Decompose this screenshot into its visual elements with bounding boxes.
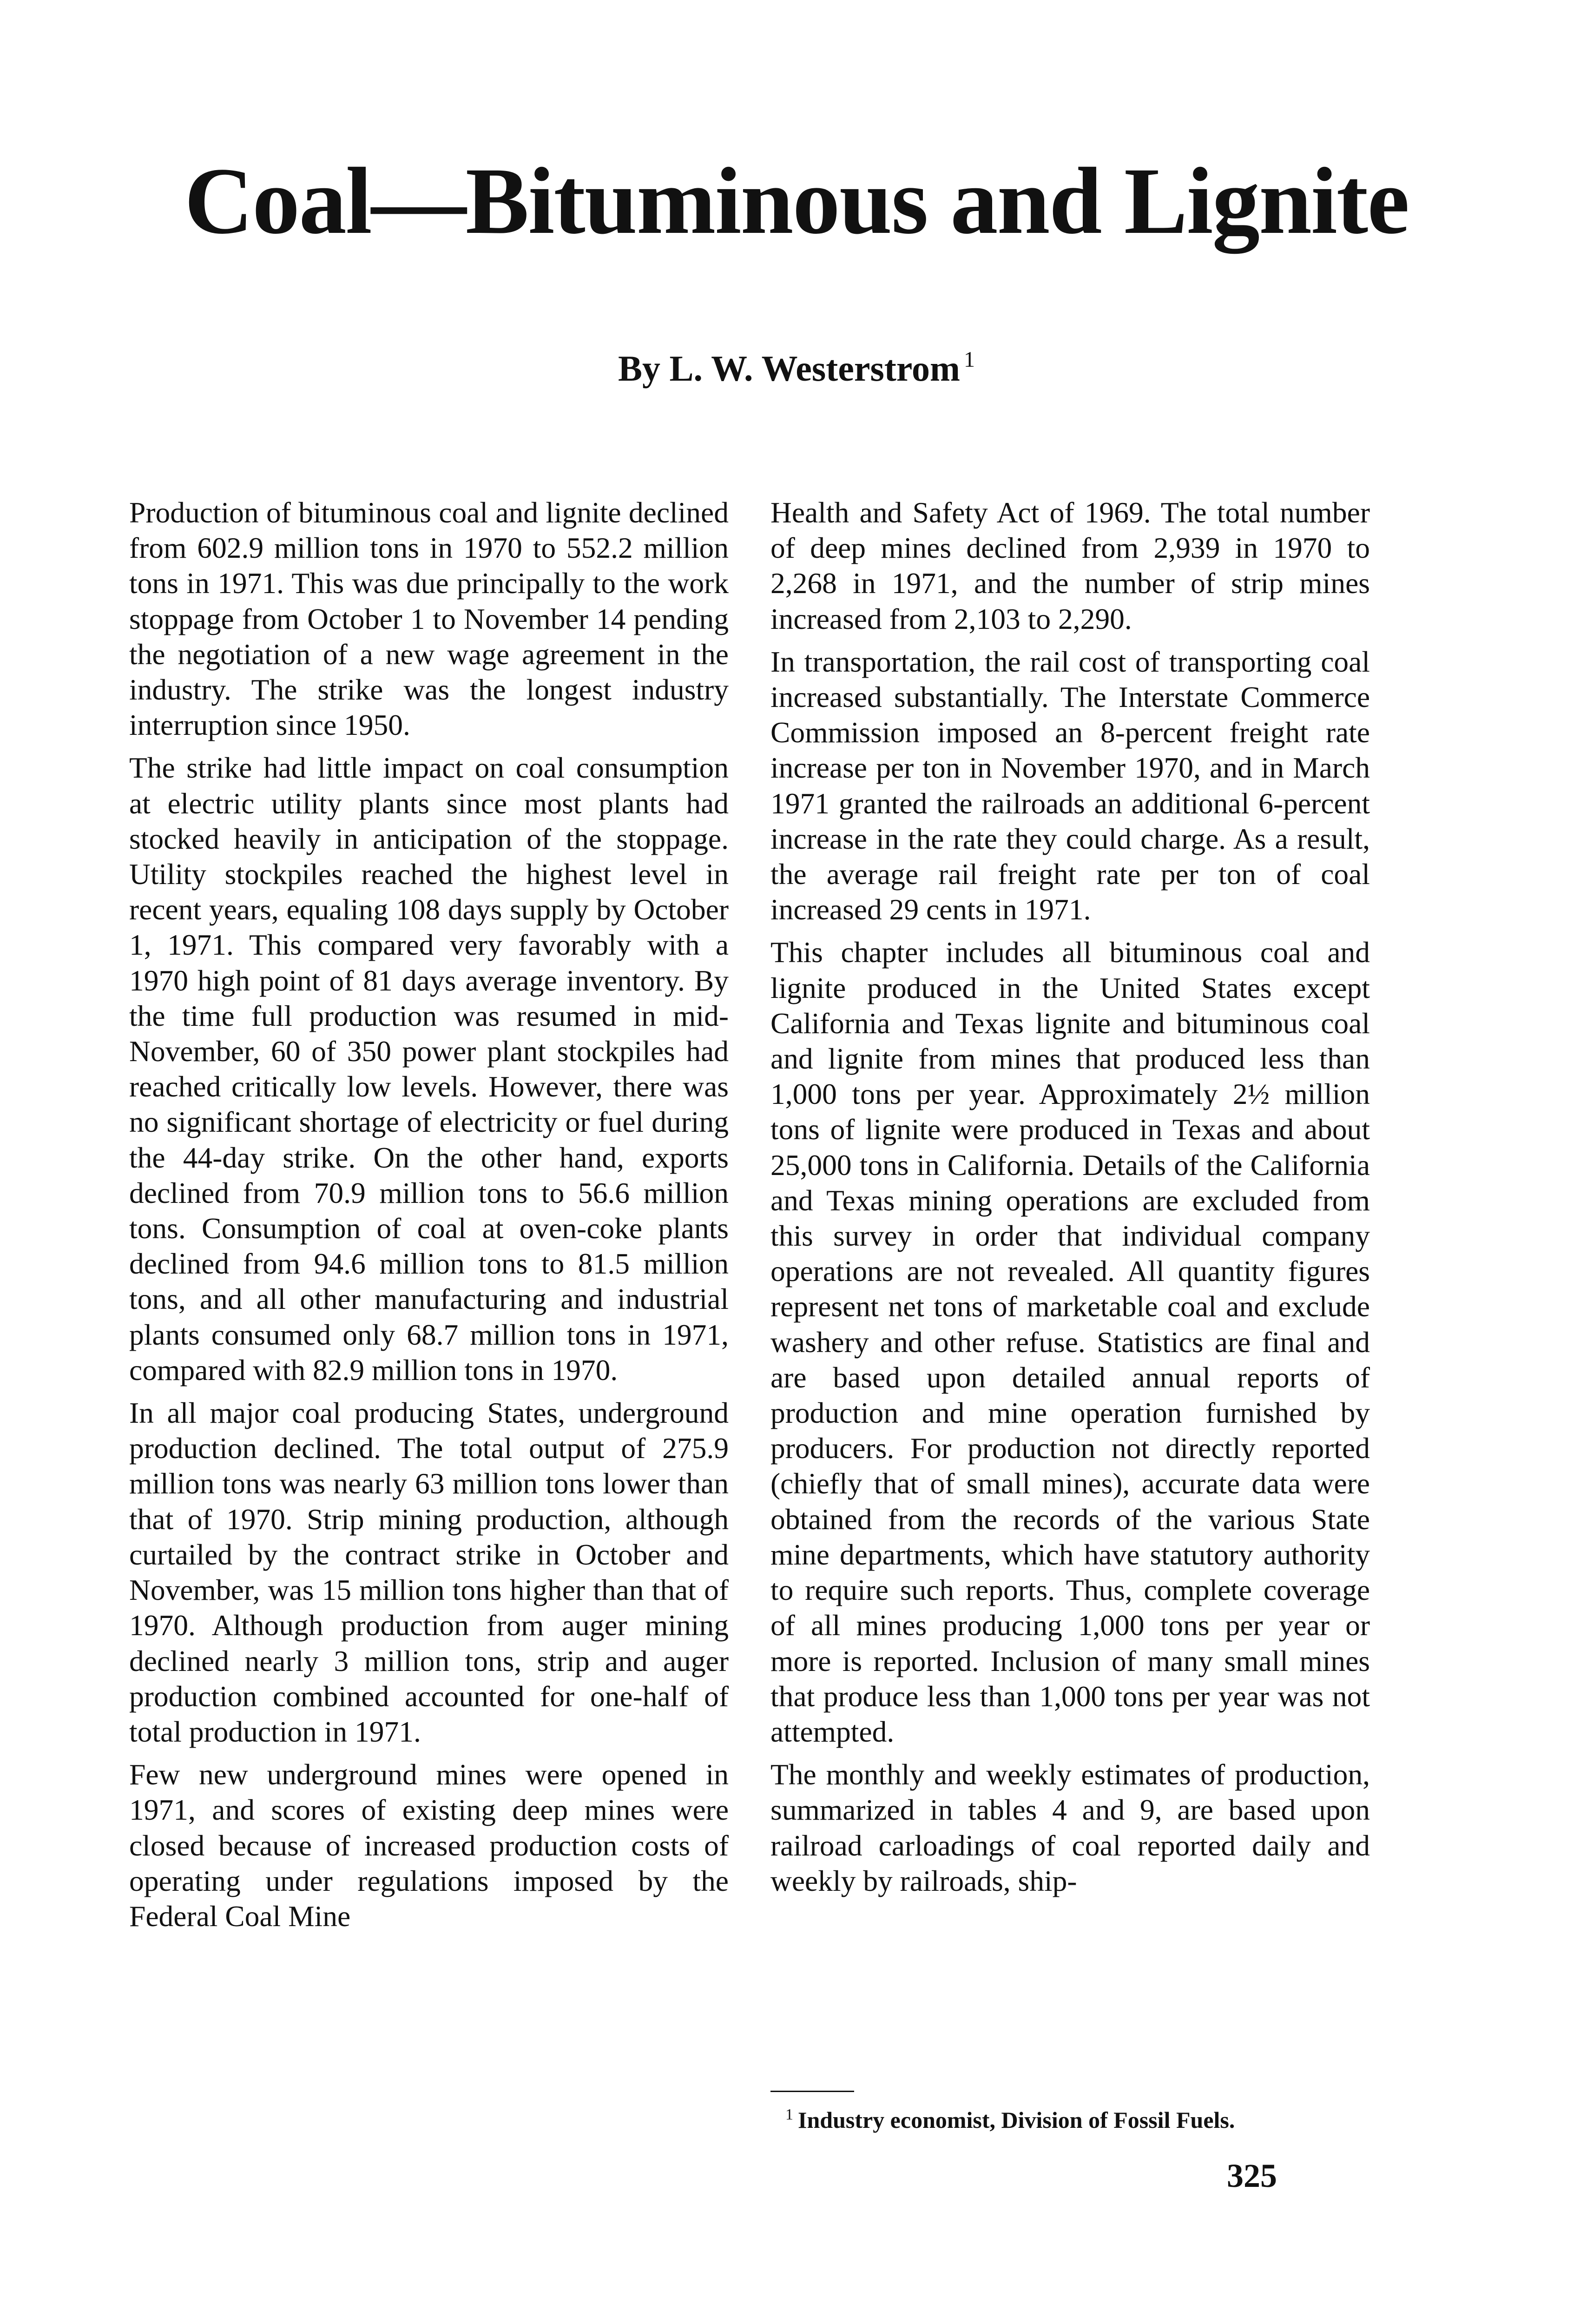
byline-author: By L. W. Westerstrom (618, 348, 960, 389)
byline (0, 349, 1593, 387)
paragraph: The monthly and weekly estimates of production, summarized in tables 4 and 9, are based upon railroad carloadings of coal reported daily and weekly by railroads, ship- (770, 1758, 1370, 1897)
page-number: 325 (1227, 2157, 1277, 2194)
footnote-divider (770, 2091, 854, 2092)
footnote-text: Industry economist, Division of Fossil Fuels. (798, 2107, 1235, 2133)
page-title: Coal—Bituminous and Lignite (184, 148, 1409, 254)
footnote-mark: 1 (785, 2106, 793, 2123)
paragraph: In transportation, the rail cost of transporting coal increased substantially. The Interstate Commerce Commission imposed an 8-percent freight rate increase per ton in November 1970, and in March 1971 granted the railroads an additional 6-percent increase in the rate they could charge. As a result, the average rail freight rate per ton of coal increased 29 cents in 1971. (770, 645, 1370, 926)
paragraph: In all major coal producing States, underground production declined. The total output of 275.9 million tons was nearly 63 million tons lower than that of 1970. Strip mining production, although curtailed by the contract strike in October and November, was 15 million tons higher than that of 1970. Although production from auger mining declined nearly 3 million tons, strip and auger production combined accounted for one-half of total production in 1971. (129, 1396, 729, 1748)
paragraph: Few new underground mines were opened in 1971, and scores of existing deep mines were closed because of increased production costs of operating under regulations imposed by the Federal Coal Mine (129, 1758, 729, 1933)
paragraph: The strike had little impact on coal consumption at electric utility plants since most plants had stocked heavily in anticipation of the stoppage. Utility stockpiles reached the highest level in recent years, equaling 108 days supply by October 1, 1971. This compared very favorably with a 1970 high point of 81 days average inventory. By the time full production was resumed in mid-November, 60 of 350 power plant stockpiles had reached critically low levels. However, there was no significant shortage of electricity or fuel during the 44-day strike. On the other hand, exports declined from 70.9 million tons to 56.6 million tons. Consumption of coal at oven-coke plants declined from 94.6 million tons to 81.5 million tons, and all other manufacturing and industrial plants consumed only 68.7 million tons in 1971, compared with 82.9 million tons in 1970. (129, 751, 729, 1386)
paragraph: Production of bituminous coal and lignite declined from 602.9 million tons in 1970 to 552.2 million tons in 1971. This was due principally to the work stoppage from October 1 to November 14 pending the negotiation of a new wage agreement in the industry. The strike was the longest industry interruption since 1950. (129, 496, 729, 742)
right-column (770, 495, 1370, 1906)
byline-footnote-mark: 1 (963, 347, 975, 372)
left-column (129, 495, 729, 1941)
paragraph: Health and Safety Act of 1969. The total number of deep mines declined from 2,939 in 1970 to 2,268 in 1971, and the number of strip mines increased from 2,103 to 2,290. (770, 496, 1370, 635)
paragraph: This chapter includes all bituminous coal and lignite produced in the United States except California and Texas lignite and bituminous coal and lignite from mines that produced less than 1,000 tons per year. Approximately 2½ million tons of lignite were produced in Texas and about 25,000 tons in California. Details of the California and Texas mining operations are excluded from this survey in order that individual company operations are not revealed. All quantity figures represent net tons of marketable coal and exclude washery and other refuse. Statistics are final and are based upon detailed annual reports of production and mine operation furnished by producers. For production not directly reported (chiefly that of small mines), accurate data were obtained from the records of the various State mine departments, which have statutory authority to require such reports. Thus, complete coverage of all mines producing 1,000 tons per year or more is reported. Inclusion of many small mines that produce less than 1,000 tons per year was not attempted. (770, 936, 1370, 1748)
footnote (785, 2101, 1370, 2134)
